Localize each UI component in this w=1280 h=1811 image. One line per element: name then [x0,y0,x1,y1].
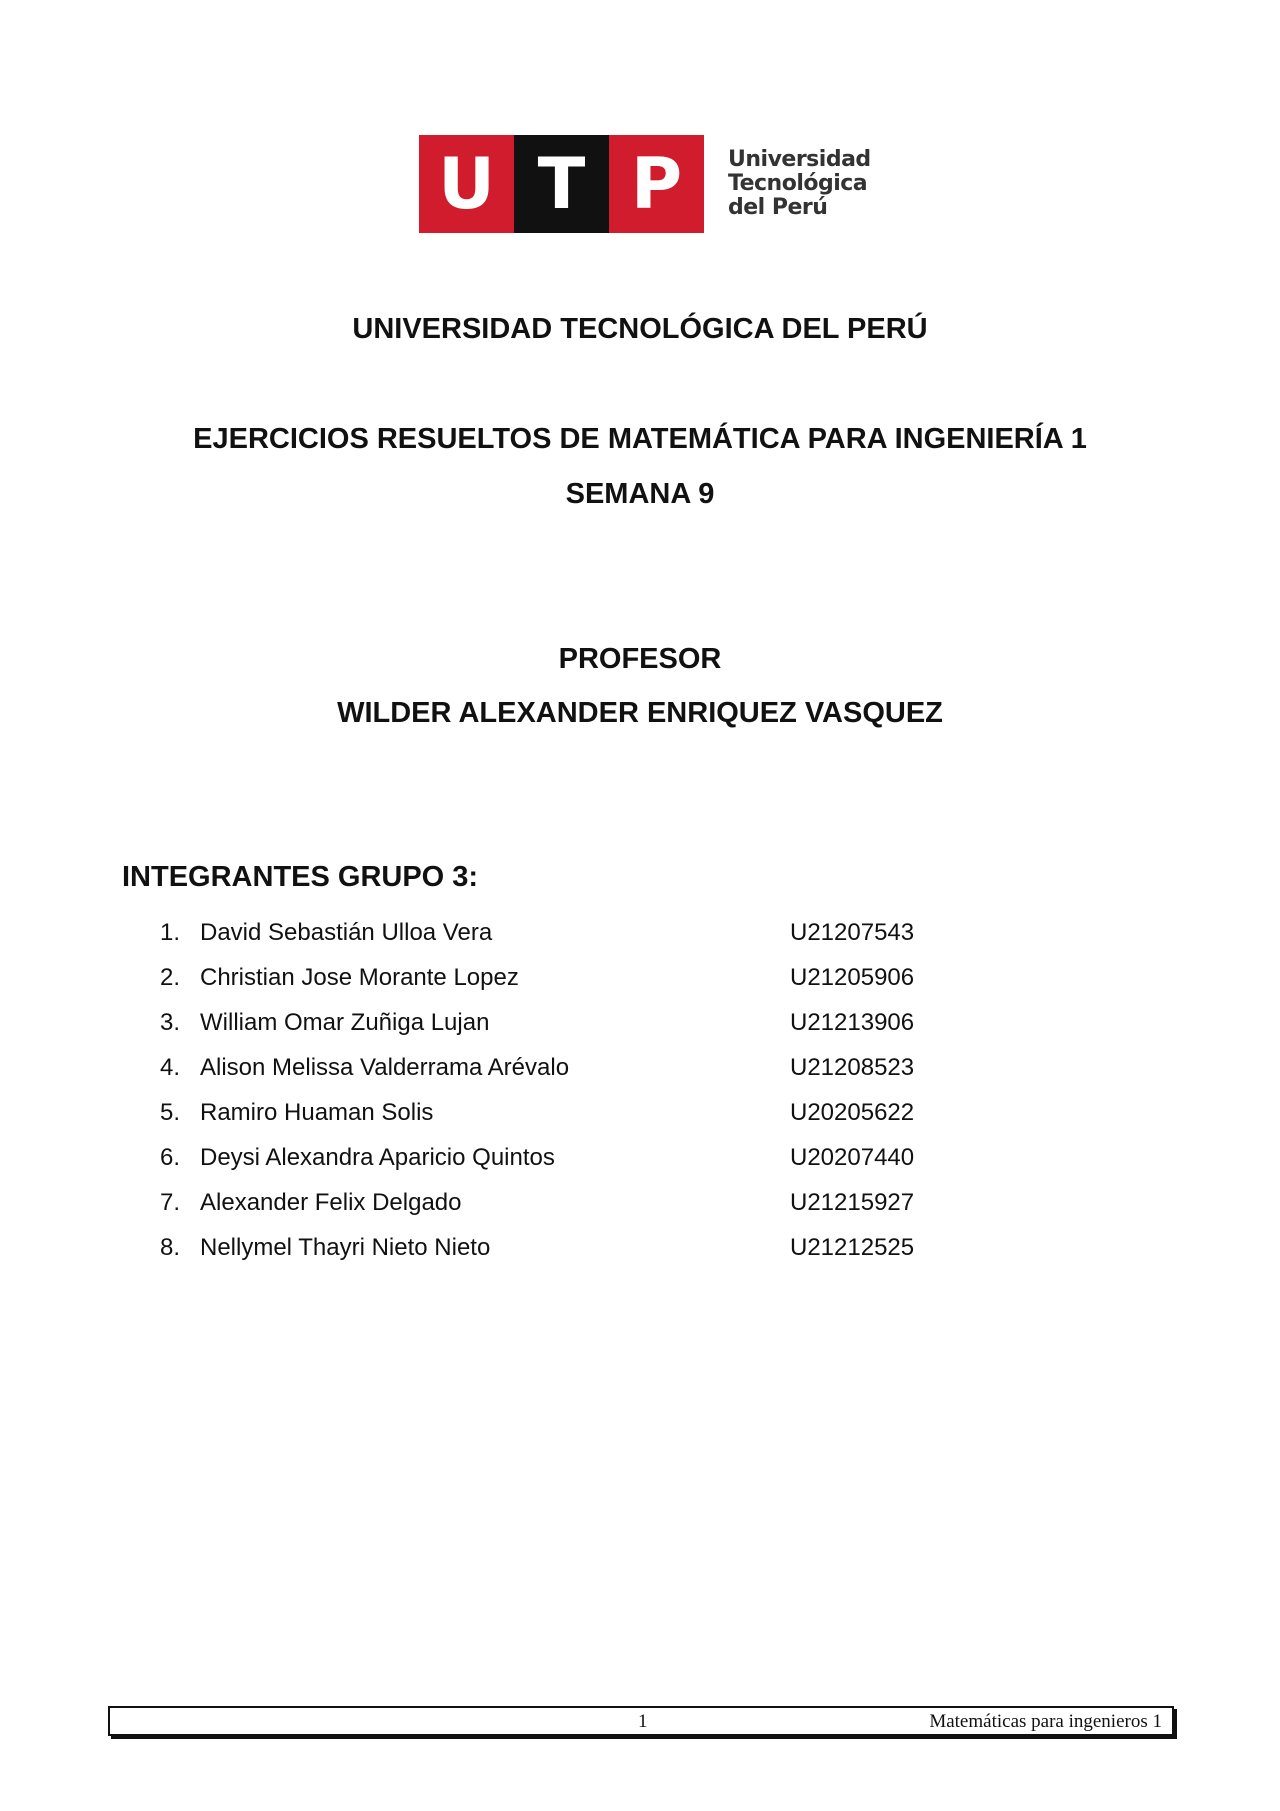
member-row [0,1052,1280,1097]
member-number: 3. [160,1009,181,1036]
utp-logo [419,135,871,233]
member-code: U21205906 [790,964,915,991]
members-heading: INTEGRANTES GRUPO 3: [122,861,479,893]
member-number: 8. [160,1234,181,1261]
member-name: Ramiro Huaman Solis [200,1099,434,1126]
logo-letter-u: U [419,135,514,233]
footer-title: Matemáticas para ingenieros 1 [929,1711,1162,1732]
member-name: Deysi Alexandra Aparicio Quintos [200,1144,555,1171]
member-name: Christian Jose Morante Lopez [200,964,519,991]
member-name: David Sebastián Ulloa Vera [200,919,493,946]
member-number: 6. [160,1144,181,1171]
logo-letter-t: T [514,135,609,233]
logo-text-line-3: del Perú [728,195,828,220]
member-number: 5. [160,1099,181,1126]
week-label: SEMANA 9 [565,478,715,510]
member-name: William Omar Zuñiga Lujan [200,1009,490,1036]
member-code: U21213906 [790,1009,915,1036]
member-code: U21208523 [790,1054,915,1081]
member-code: U21215927 [790,1189,915,1216]
member-number: 1. [160,919,181,946]
member-row [0,917,1280,962]
member-code: U21207543 [790,919,915,946]
university-name: UNIVERSIDAD TECNOLÓGICA DEL PERÚ [352,313,928,345]
professor-name: WILDER ALEXANDER ENRIQUEZ VASQUEZ [337,697,943,729]
document-title: EJERCICIOS RESUELTOS DE MATEMÁTICA PARA INGENIERÍA 1 [193,423,1087,455]
member-name: Alison Melissa Valderrama Arévalo [200,1054,570,1081]
member-number: 2. [160,964,181,991]
professor-label: PROFESOR [558,643,722,675]
member-row [0,1007,1280,1052]
member-code: U20205622 [790,1099,915,1126]
logo-text-line-2: Tecnológica [728,171,868,196]
footer-page-number: 1 [638,1711,648,1732]
member-number: 7. [160,1189,181,1216]
logo-text-line-1: Universidad [728,147,871,172]
members-list [0,917,1280,1277]
member-name: Nellymel Thayri Nieto Nieto [200,1234,491,1261]
member-row [0,1187,1280,1232]
member-row [0,1097,1280,1142]
member-name: Alexander Felix Delgado [200,1189,462,1216]
member-row [0,962,1280,1007]
page-footer [108,1706,1174,1736]
member-code: U20207440 [790,1144,915,1171]
member-row [0,1142,1280,1187]
logo-wordmark [728,148,871,220]
member-code: U21212525 [790,1234,915,1261]
logo-letter-p: P [609,135,704,233]
member-row [0,1232,1280,1277]
member-number: 4. [160,1054,181,1081]
